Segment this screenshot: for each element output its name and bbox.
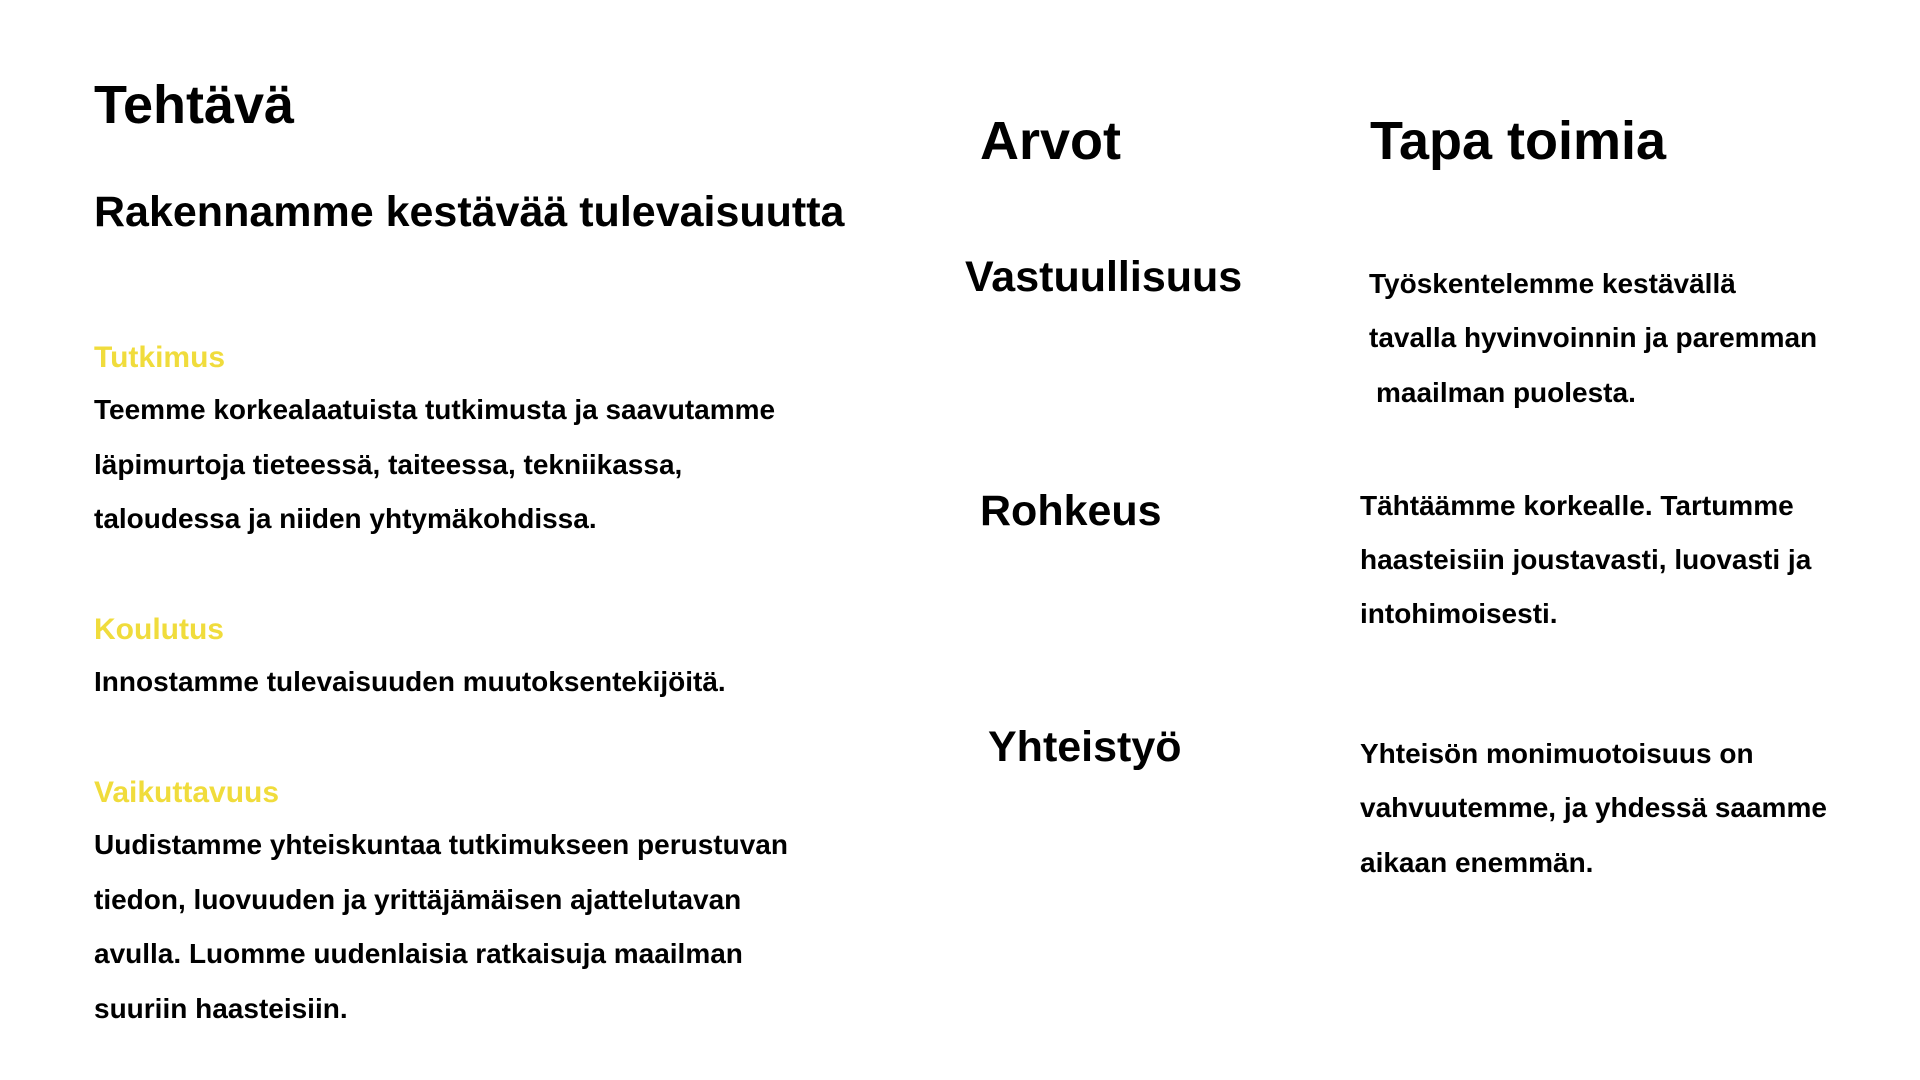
mission-title: Tehtävä — [94, 75, 295, 135]
practice-courage-line-3: intohimoisesti. — [1360, 598, 1558, 629]
section-heading-research: Tutkimus — [94, 341, 226, 374]
values-title: Arvot — [980, 111, 1122, 171]
value-responsibility: Vastuullisuus — [965, 253, 1243, 301]
practice-courage-line-2: haasteisiin joustavasti, luovasti ja — [1360, 544, 1812, 575]
section-research-line-1: Teemme korkealaatuista tutkimusta ja saavutamme — [94, 394, 776, 425]
practice-title: Tapa toimia — [1370, 111, 1667, 171]
practice-cooperation-line-1: Yhteisön monimuotoisuus on — [1360, 738, 1754, 769]
practice-cooperation-line-3: aikaan enemmän. — [1360, 847, 1594, 878]
section-impact-line-1: Uudistamme yhteiskuntaa tutkimukseen perustuvan — [94, 829, 788, 860]
practice-responsibility-line-2: tavalla hyvinvoinnin ja paremman — [1369, 322, 1818, 353]
section-heading-impact: Vaikuttavuus — [94, 776, 280, 809]
practice-courage-line-1: Tähtäämme korkealle. Tartumme — [1360, 490, 1794, 521]
mission-subtitle: Rakennamme kestävää tulevaisuutta — [94, 188, 845, 236]
section-impact-line-4: suuriin haasteisiin. — [94, 992, 348, 1024]
value-courage: Rohkeus — [980, 487, 1162, 535]
value-cooperation: Yhteistyö — [988, 723, 1182, 771]
section-research-line-3: taloudessa ja niiden yhtymäkohdissa. — [94, 503, 597, 534]
section-impact-line-2: tiedon, luovuuden ja yrittäjämäisen ajattelutavan — [94, 883, 742, 915]
section-impact-line-3: avulla. Luomme uudenlaisia ratkaisuja maailman — [94, 938, 743, 969]
practice-responsibility-line-3: maailman puolesta. — [1376, 377, 1636, 408]
section-research-line-2: läpimurtoja tieteessä, taiteessa, tekniikassa, — [94, 448, 683, 480]
practice-responsibility-line-1: Työskentelemme kestävällä — [1369, 268, 1736, 299]
practice-cooperation-line-2: vahvuutemme, ja yhdessä saamme — [1360, 792, 1827, 823]
section-education-line-1: Innostamme tulevaisuuden muutoksentekijöitä. — [94, 666, 726, 697]
section-heading-education: Koulutus — [94, 613, 224, 646]
